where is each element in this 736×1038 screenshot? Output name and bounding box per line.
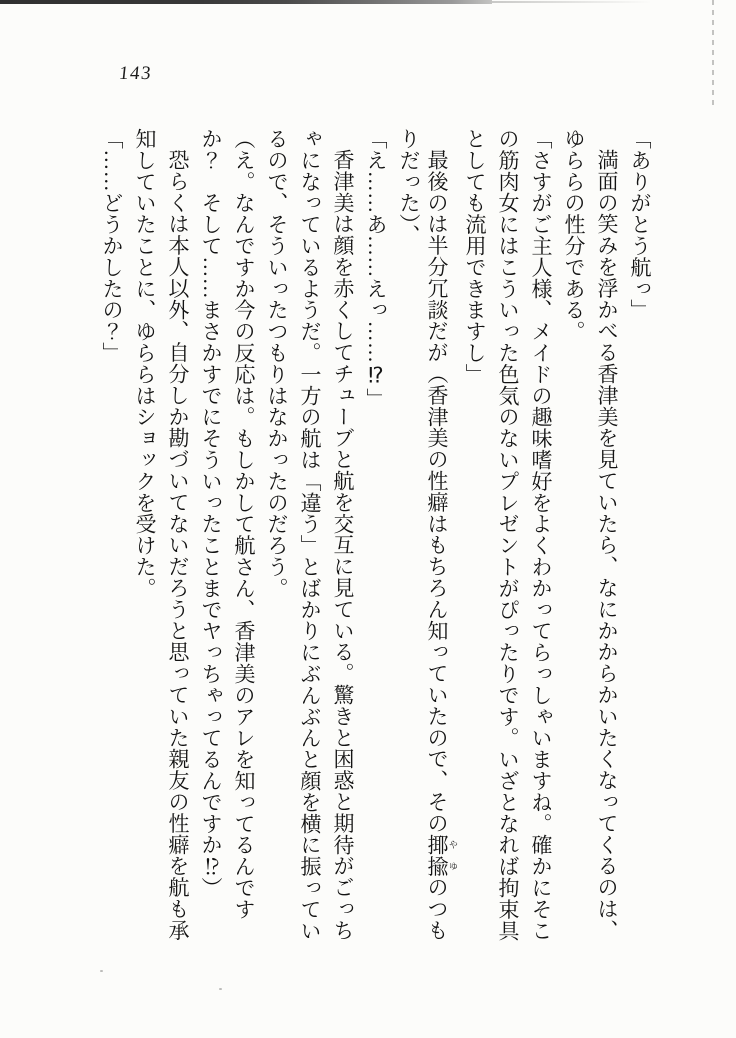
- ruby-furigana: やゆ: [448, 834, 458, 878]
- top-edge-scan-line-fade: [492, 1, 652, 3]
- text-column-15: 恐らくは本人以外、自分しか勘づいてないだろうと思っていた親友の性癖を航も承: [166, 149, 190, 942]
- ruby-base: 揶揄: [425, 834, 449, 878]
- scan-speck: [219, 988, 222, 990]
- text-column-9: 「え……あ……えっ……⁉」: [364, 128, 388, 410]
- text-column-6: としても流用できますし」: [463, 128, 487, 385]
- text-column-2: 満面の笑みを浮かべる香津美を見ていたら、なにかからかいたくなってくるのは、: [595, 149, 619, 942]
- text-column-16: 知していたことに、ゆららはショックを受けた。: [133, 128, 157, 599]
- ruby-annotation: [425, 834, 458, 878]
- text-segment: 最後のは半分冗談だが（香津美の性癖はもちろん知っていたので、その: [425, 149, 449, 835]
- text-column-3: ゆららの性分である。: [562, 128, 586, 342]
- text-segment: のつも: [425, 877, 449, 942]
- text-column-12: るので、そういったつもりはなかったのだろう。: [265, 128, 289, 599]
- text-column-8: りだった）、: [397, 128, 421, 246]
- text-column-7: [425, 128, 458, 964]
- text-column-13: （え。なんですか今の反応は。もしかして航さん、香津美のアレを知ってるんです: [232, 128, 256, 920]
- top-edge-scan-line: [0, 0, 492, 4]
- text-column-5: の筋肉女にはこういった色気のないプレゼントがぴったりです。いざとなれば拘束具: [496, 128, 520, 942]
- text-column-1: 「ありがとう航っ」: [628, 128, 652, 321]
- text-column-14: か？ そして……まさかすでにそういったことまでヤっちゃってるんですか⁉）: [199, 128, 223, 899]
- text-column-4: 「さすがご主人様、メイドの趣味嗜好をよくわかってらっしゃいますね。確かにそこ: [529, 128, 553, 942]
- text-column-11: ゃになっているようだ。一方の航は「違う」とばかりにぶんぶんと顔を横に振ってい: [298, 128, 322, 942]
- right-edge-scan-artifact: [712, 0, 714, 106]
- page-number: 143: [117, 63, 154, 84]
- text-column-10: 香津美は顔を赤くしてチューブと航を交互に見ている。驚きと困惑と期待がごっち: [331, 149, 355, 942]
- text-column-17: 「……どうかしたの？」: [100, 128, 124, 364]
- scan-speck: [100, 970, 103, 972]
